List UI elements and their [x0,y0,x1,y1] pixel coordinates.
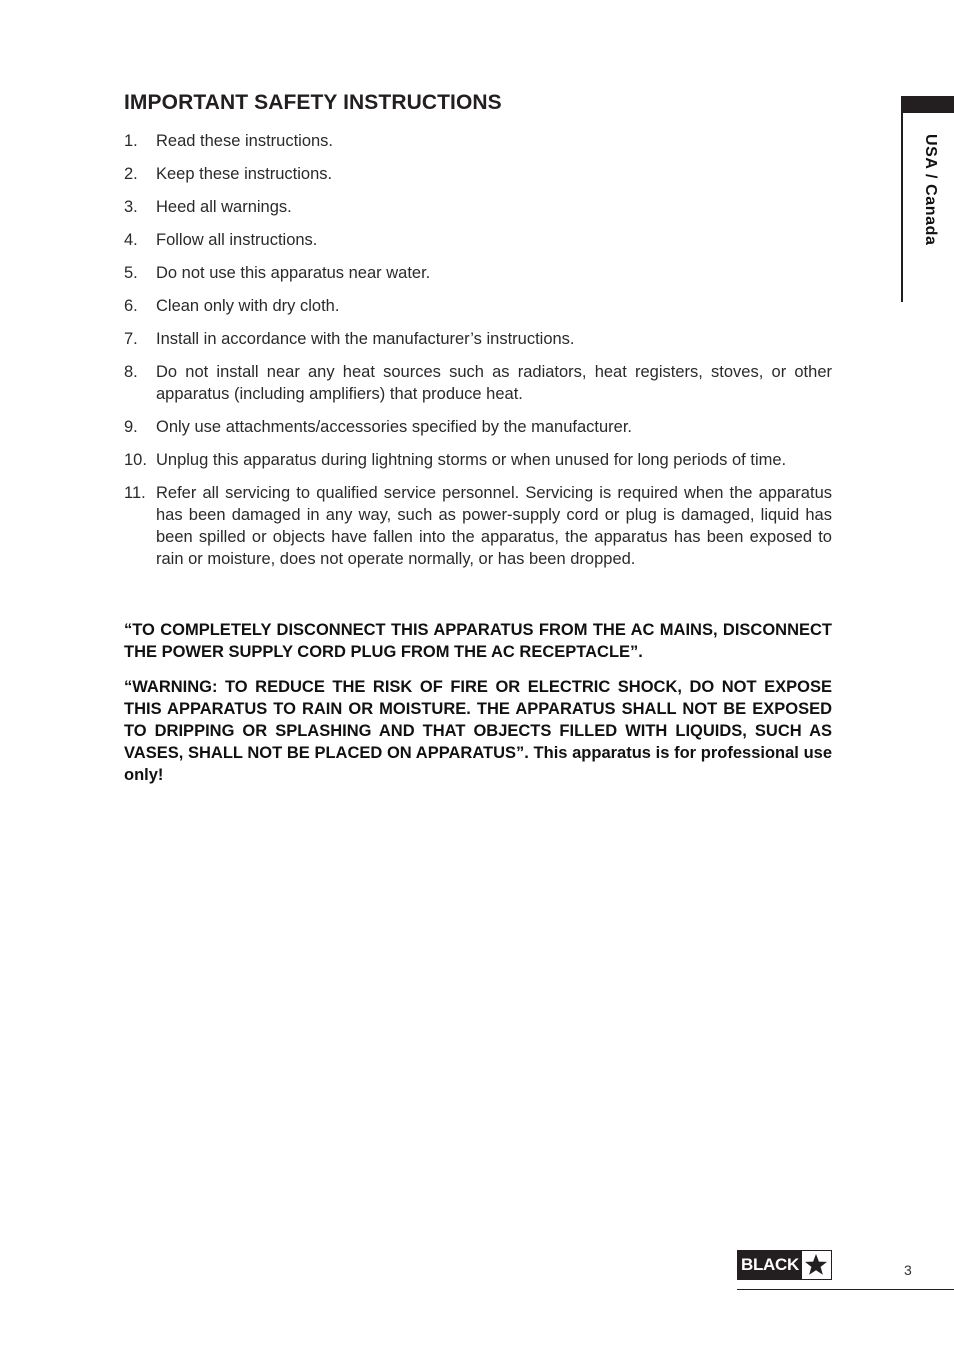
list-item [124,449,832,471]
item-text: Install in accordance with the manufacturer’s instructions. [156,330,575,348]
item-text: Unplug this apparatus during lightning storms or when unused for long periods of time. [156,451,787,469]
footer-divider [737,1289,954,1290]
page-number: 3 [904,1262,912,1278]
page-title: IMPORTANT SAFETY INSTRUCTIONS [124,91,502,114]
item-text: Clean only with dry cloth. [156,297,340,315]
list-item [124,482,832,570]
list-item [124,295,832,317]
item-number: 4. [124,231,138,249]
disconnect-notice: “TO COMPLETELY DISCONNECT THIS APPARATUS FROM THE AC MAINS, DISCONNECT THE POWER SUPPLY CORD PLUG FROM THE AC RECEPTACLE”. [124,621,832,661]
item-number: 5. [124,264,138,282]
item-number: 6. [124,297,138,315]
item-text: Do not install near any heat sources such as radiators, heat registers, stoves, or other apparatus (including amplifiers) that produce heat. [156,363,832,403]
list-item [124,328,832,350]
side-tab-bar [903,96,954,113]
instruction-list [124,130,832,581]
item-number: 11. [124,484,146,502]
item-number: 3. [124,198,138,216]
item-text: Refer all servicing to qualified service personnel. Servicing is required when the apparatus has been damaged in any way, such as power-supply cord or plug is damaged, liquid has been spilled or objects have fallen into the apparatus, the apparatus has been exposed to rain or moisture, does not operate normally, or has been dropped. [156,484,832,568]
list-item [124,361,832,405]
item-number: 7. [124,330,138,348]
side-tab-label: USA / Canada [922,134,939,246]
list-item [124,163,832,185]
item-text: Keep these instructions. [156,165,333,183]
item-number: 10. [124,451,147,469]
item-number: 8. [124,363,138,381]
item-text: Read these instructions. [156,132,334,150]
item-number: 9. [124,418,138,436]
list-item [124,130,832,152]
item-text: Heed all warnings. [156,198,292,216]
list-item [124,229,832,251]
item-text: Follow all instructions. [156,231,318,249]
list-item [124,416,832,438]
brand-logo [737,1250,832,1280]
item-number: 1. [124,132,138,150]
star-icon [804,1253,828,1277]
warning-notice: “WARNING: TO REDUCE THE RISK OF FIRE OR ELECTRIC SHOCK, DO NOT EXPOSE THIS APPARATUS TO RAIN OR MOISTURE. THE APPARATUS SHALL NOT BE EXPOSED TO DRIPPING OR SPLASHING AND THAT OBJECTS FILLED WITH LIQUIDS, SUCH AS VASES, SHALL NOT BE PLACED ON APPARATUS”. This apparatus is for professional use only! [124,678,832,784]
list-item [124,262,832,284]
region-side-tab [901,96,954,302]
logo-wordmark: BLACK [738,1251,802,1279]
item-number: 2. [124,165,138,183]
item-text: Do not use this apparatus near water. [156,264,431,282]
item-text: Only use attachments/accessories specified by the manufacturer. [156,418,632,436]
list-item [124,196,832,218]
